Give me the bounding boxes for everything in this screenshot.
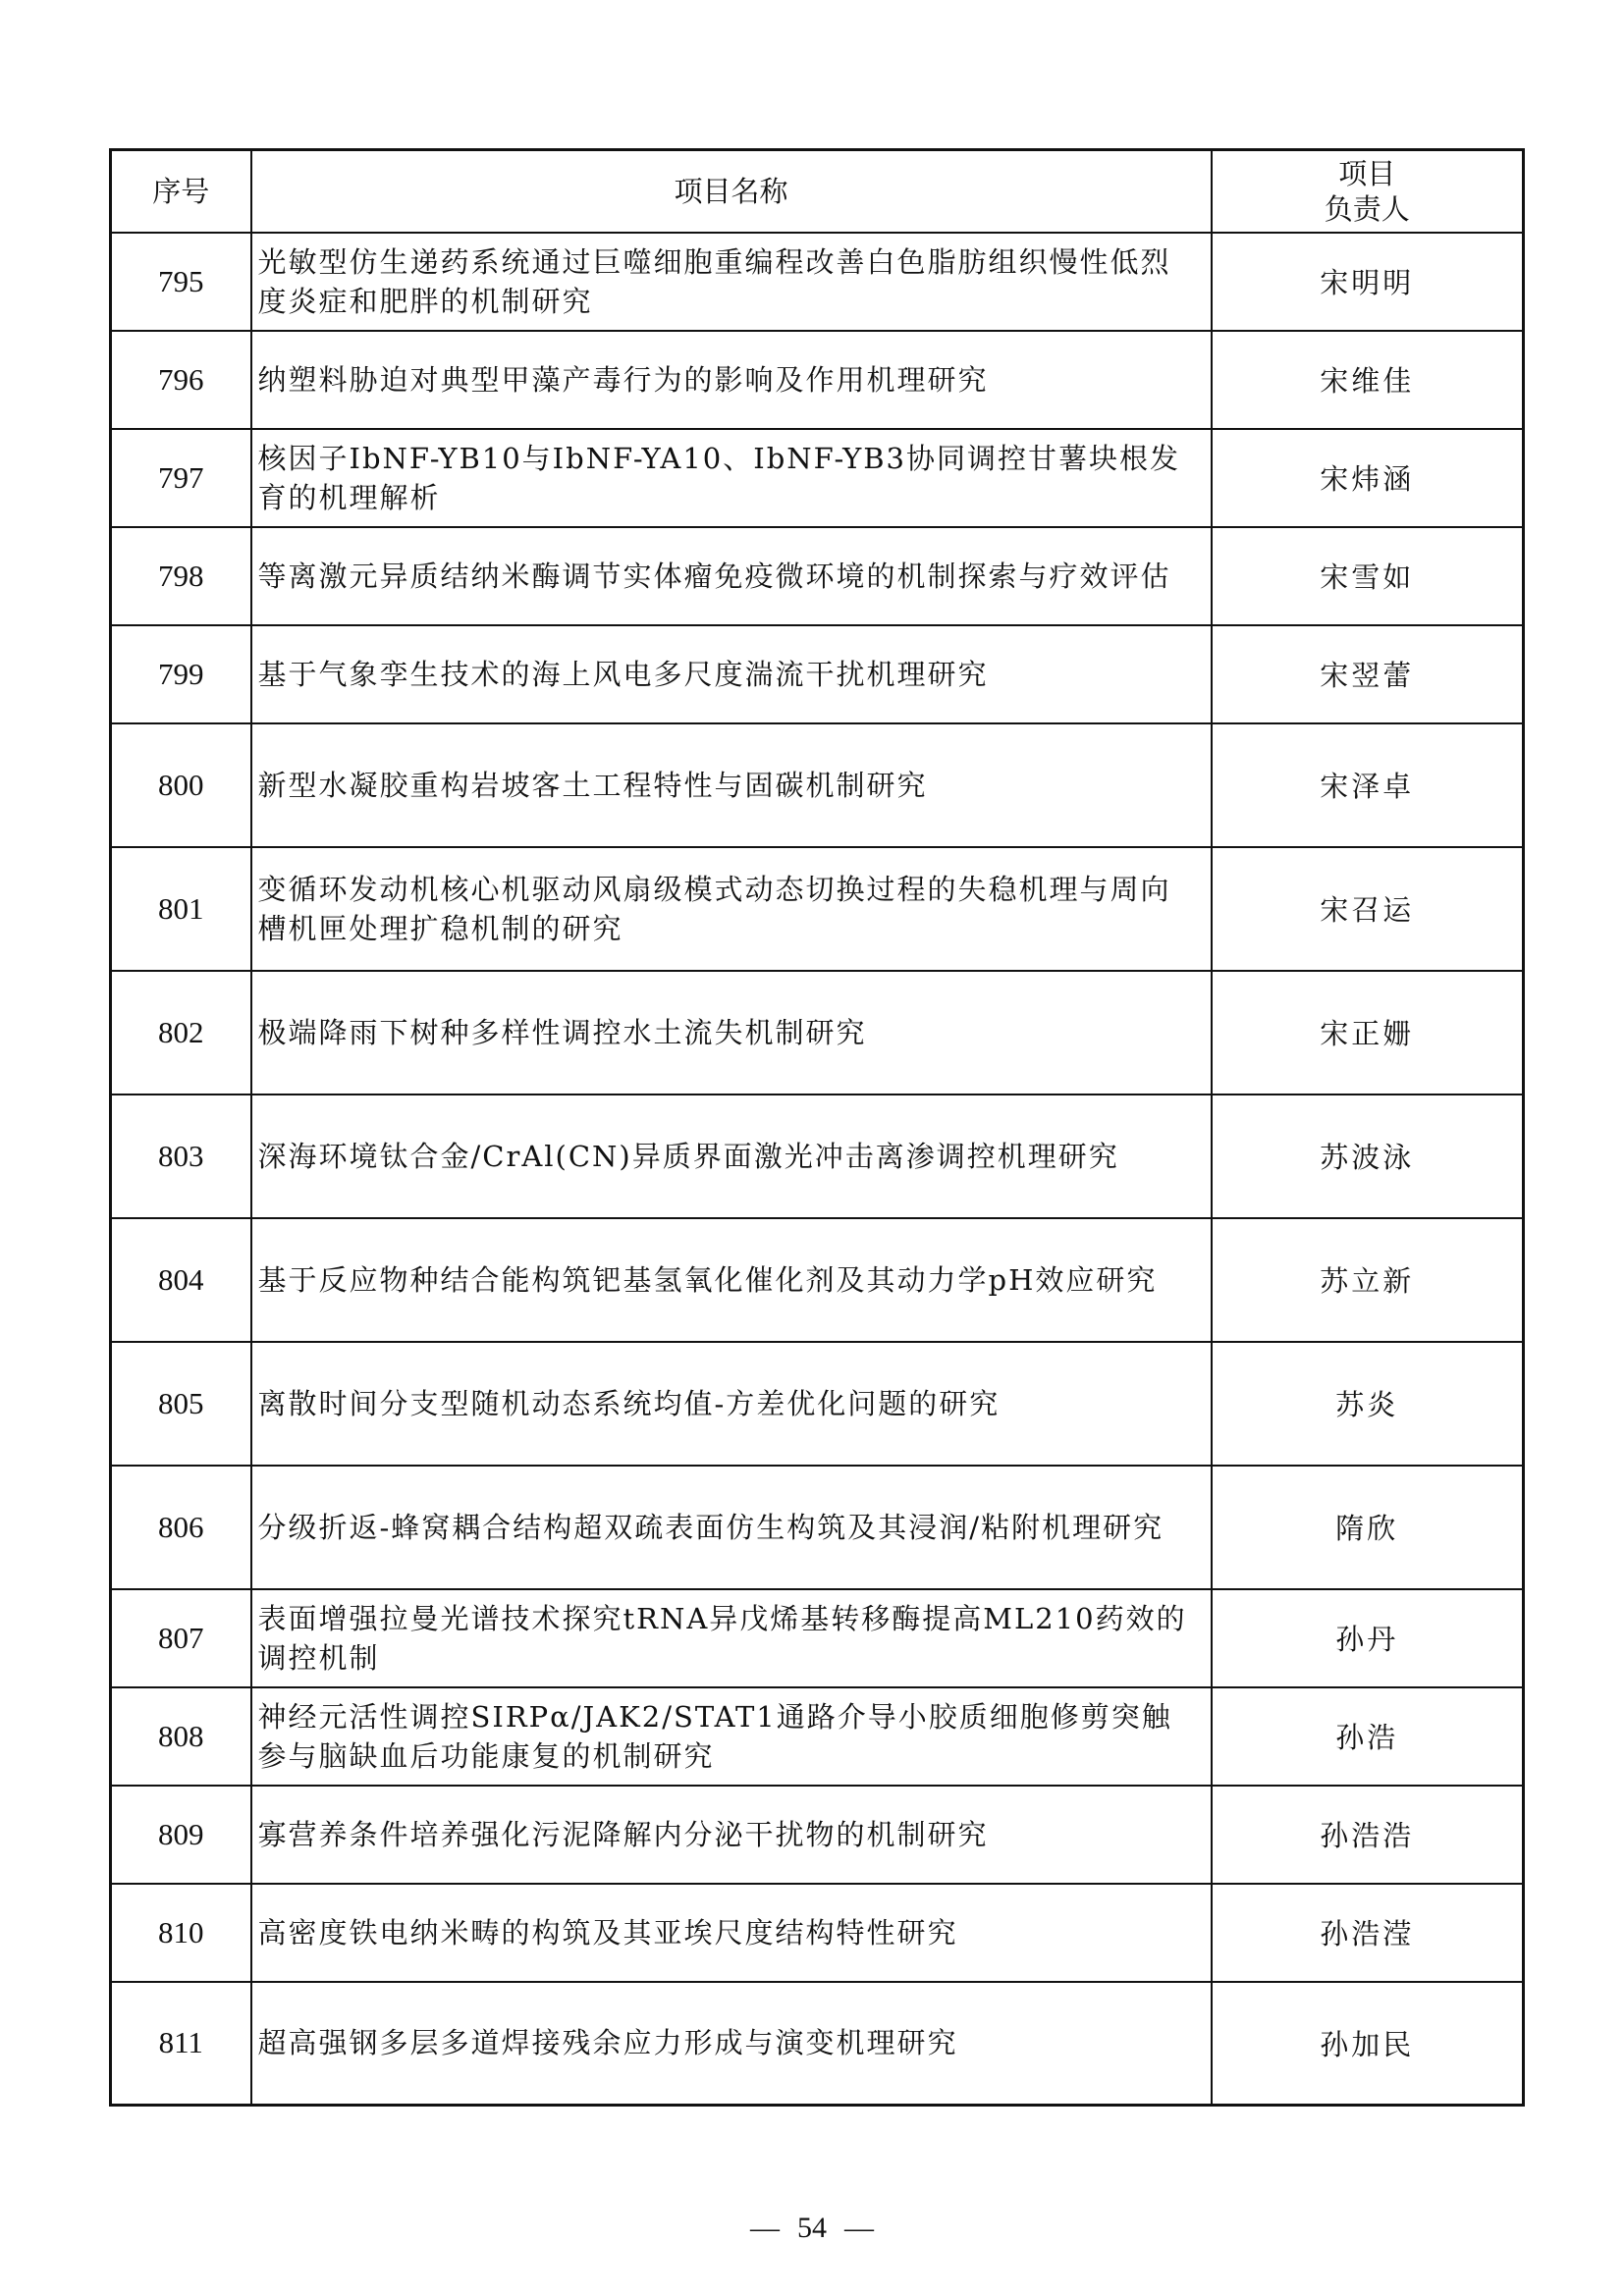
project-name: 深海环境钛合金/CrAl(CN)异质界面激光冲击离渗调控机理研究 [251,1095,1212,1218]
row-number: 801 [111,847,251,971]
project-owner: 宋泽卓 [1212,723,1524,847]
row-number: 802 [111,971,251,1095]
project-owner: 宋炜涵 [1212,429,1524,527]
project-name: 基于反应物种结合能构筑钯基氢氧化催化剂及其动力学pH效应研究 [251,1218,1212,1342]
table-row [111,331,1524,429]
project-owner: 孙浩 [1212,1687,1524,1786]
project-name: 寡营养条件培养强化污泥降解内分泌干扰物的机制研究 [251,1786,1212,1884]
row-number: 797 [111,429,251,527]
project-owner: 苏波泳 [1212,1095,1524,1218]
project-name: 核因子IbNF-YB10与IbNF-YA10、IbNF-YB3协同调控甘薯块根发育的机理解析 [251,429,1212,527]
project-name: 光敏型仿生递药系统通过巨噬细胞重编程改善白色脂肪组织慢性低烈度炎症和肥胖的机制研究 [251,233,1212,331]
project-owner: 苏炎 [1212,1342,1524,1466]
project-owner: 宋翌蕾 [1212,625,1524,723]
project-owner: 宋正姗 [1212,971,1524,1095]
row-number: 804 [111,1218,251,1342]
project-owner: 孙加民 [1212,1982,1524,2106]
project-owner: 宋明明 [1212,233,1524,331]
row-number: 806 [111,1466,251,1589]
table-row [111,847,1524,971]
project-name: 基于气象孪生技术的海上风电多尺度湍流干扰机理研究 [251,625,1212,723]
row-number: 809 [111,1786,251,1884]
table-row [111,1982,1524,2106]
project-name: 神经元活性调控SIRPα/JAK2/STAT1通路介导小胶质细胞修剪突触参与脑缺血后功能康复的机制研究 [251,1687,1212,1786]
project-name: 表面增强拉曼光谱技术探究tRNA异戊烯基转移酶提高ML210药效的调控机制 [251,1589,1212,1687]
table-row [111,1095,1524,1218]
row-number: 805 [111,1342,251,1466]
table-row [111,1687,1524,1786]
project-name: 分级折返-蜂窝耦合结构超双疏表面仿生构筑及其浸润/粘附机理研究 [251,1466,1212,1589]
table-header-row [111,150,1524,233]
row-number: 799 [111,625,251,723]
project-owner: 孙丹 [1212,1589,1524,1687]
table-row [111,233,1524,331]
row-number: 811 [111,1982,251,2106]
table-row [111,971,1524,1095]
project-name: 纳塑料胁迫对典型甲藻产毒行为的影响及作用机理研究 [251,331,1212,429]
row-number: 800 [111,723,251,847]
project-name: 高密度铁电纳米畴的构筑及其亚埃尺度结构特性研究 [251,1884,1212,1982]
header-owner-line1: 项目 [1338,156,1396,190]
project-owner: 宋召运 [1212,847,1524,971]
row-number: 808 [111,1687,251,1786]
project-name: 新型水凝胶重构岩坡客土工程特性与固碳机制研究 [251,723,1212,847]
table-row [111,1884,1524,1982]
project-owner: 苏立新 [1212,1218,1524,1342]
page-number: 54 [797,2212,827,2244]
project-owner: 隋欣 [1212,1466,1524,1589]
header-name: 项目名称 [251,150,1212,233]
row-number: 810 [111,1884,251,1982]
row-number: 798 [111,527,251,625]
table-row [111,1589,1524,1687]
table-row [111,723,1524,847]
project-name: 超高强钢多层多道焊接残余应力形成与演变机理研究 [251,1982,1212,2106]
table-row [111,625,1524,723]
footer-dash-left: — [750,2212,780,2244]
project-owner: 孙浩滢 [1212,1884,1524,1982]
table-row [111,1342,1524,1466]
project-name: 变循环发动机核心机驱动风扇级模式动态切换过程的失稳机理与周向槽机匣处理扩稳机制的研究 [251,847,1212,971]
header-no: 序号 [111,150,251,233]
row-number: 796 [111,331,251,429]
page-footer [0,2212,1624,2245]
footer-dash-right: — [844,2212,874,2244]
table-row [111,429,1524,527]
table-row [111,527,1524,625]
header-owner [1212,150,1524,233]
project-owner: 宋维佳 [1212,331,1524,429]
row-number: 807 [111,1589,251,1687]
table-row [111,1466,1524,1589]
project-table [109,148,1525,2107]
project-name: 等离激元异质结纳米酶调节实体瘤免疫微环境的机制探索与疗效评估 [251,527,1212,625]
project-owner: 孙浩浩 [1212,1786,1524,1884]
row-number: 803 [111,1095,251,1218]
project-name: 离散时间分支型随机动态系统均值-方差优化问题的研究 [251,1342,1212,1466]
header-owner-line2: 负责人 [1324,191,1410,226]
project-name: 极端降雨下树种多样性调控水土流失机制研究 [251,971,1212,1095]
row-number: 795 [111,233,251,331]
project-owner: 宋雪如 [1212,527,1524,625]
table-row [111,1786,1524,1884]
table-row [111,1218,1524,1342]
